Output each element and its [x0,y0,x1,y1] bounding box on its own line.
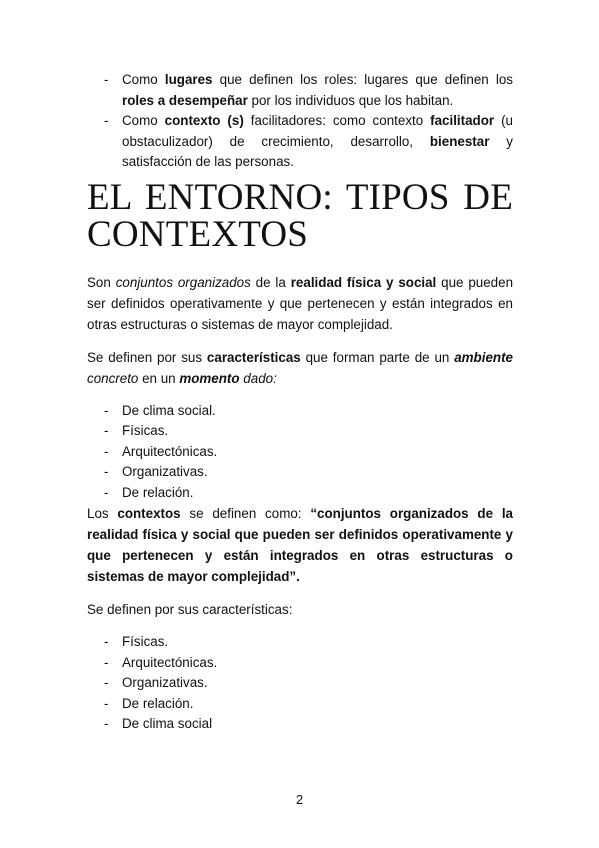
list-item-text: De clima social. [122,402,216,418]
dash-marker: - [104,423,109,438]
text-run: en un [138,370,180,386]
dash-marker: - [104,443,109,459]
page-number: 2 [295,792,304,807]
text-run: Son [87,274,116,290]
dash-marker: - [104,113,109,128]
text-run: se definen como: [180,506,311,521]
list-item-text: Arquitectónicas. [122,443,218,459]
list-item-text: De relación. [122,695,194,711]
text-run: ambiente [454,349,513,365]
text-run: roles a desempeñar [122,92,248,108]
dash-marker: - [104,695,109,711]
list-item [87,673,513,694]
text-run: “conjuntos organizados de la realidad física y social que pueden ser definidos operativamente y que pertenecen y están integrados en otras estructuras o sistemas de mayor complejidad”. [87,506,513,584]
list-item-text: De clima social [122,716,213,731]
list-item-text [122,113,513,169]
text-run: que pueden ser definidos operativamente y que pertenecen y están integrados en otras estructuras o sistemas de mayor complejidad. [87,274,514,332]
text-run: Los [87,506,118,521]
text-run: que definen los roles: lugares que definen los [212,72,513,87]
text-run: bienestar [429,133,490,149]
list-item-text: Físicas. [122,423,169,438]
list-item [87,694,513,715]
list-item [87,421,513,442]
roles-list [87,70,513,173]
text-run: conjuntos organizados [115,274,251,290]
text-run: momento [179,370,240,386]
list-item [87,70,513,111]
text-run: por los individuos que los habitan. [247,92,454,108]
text-run: Como [122,113,165,128]
list-item-text [122,72,513,108]
dash-marker: - [104,654,109,670]
text-run: lugares [164,72,213,87]
text-run: y satisfacción de las personas. [122,133,513,169]
section-heading-line-2: CONTEXTOS [87,213,309,255]
text-run: de la [250,274,291,290]
list-item-text: Organizativas. [122,464,208,479]
dash-marker: - [104,634,109,649]
dash-marker: - [104,716,109,731]
text-run: (u obstaculizador) de crecimiento, desarrollo, [122,113,513,149]
dash-marker: - [104,402,109,418]
text-run: contexto (s) [164,113,244,128]
page-content [87,70,513,735]
list-item-text: Organizativas. [122,675,208,690]
list-item [87,111,513,173]
dash-marker: - [104,72,109,87]
list-item [87,483,513,504]
characteristics-list [87,401,513,504]
list-item [87,632,513,653]
characteristics-list-2 [87,632,513,735]
list-item [87,462,513,483]
list-item [87,442,513,463]
paragraph-characteristics [87,347,513,389]
text-run: dado: [239,370,277,386]
text-run: concreto [87,370,139,386]
text-run: que forman parte de un [300,349,455,365]
section-heading [87,176,513,255]
list-item [87,653,513,674]
dash-marker: - [104,675,109,690]
text-run: contextos [117,506,181,521]
text-run: Se definen por sus [87,349,207,365]
section-heading-line-1: EL ENTORNO: TIPOS DE [87,176,513,218]
paragraph-definition [87,272,513,335]
dash-marker: - [104,484,109,500]
text-run: Como [122,72,165,87]
paragraph-contexts-definition [87,503,513,587]
list-item-text: Arquitectónicas. [122,654,218,670]
paragraph-characteristics-intro: Se definen por sus características: [87,602,293,617]
text-run: características [206,349,301,365]
dash-marker: - [104,464,109,479]
list-item-text: Físicas. [122,634,169,649]
list-item-text: De relación. [122,484,194,500]
text-run: facilitador [430,113,495,128]
text-run: realidad física y social [290,274,437,290]
text-run: facilitadores: como contexto [243,113,431,128]
list-item [87,401,513,422]
list-item [87,714,513,735]
